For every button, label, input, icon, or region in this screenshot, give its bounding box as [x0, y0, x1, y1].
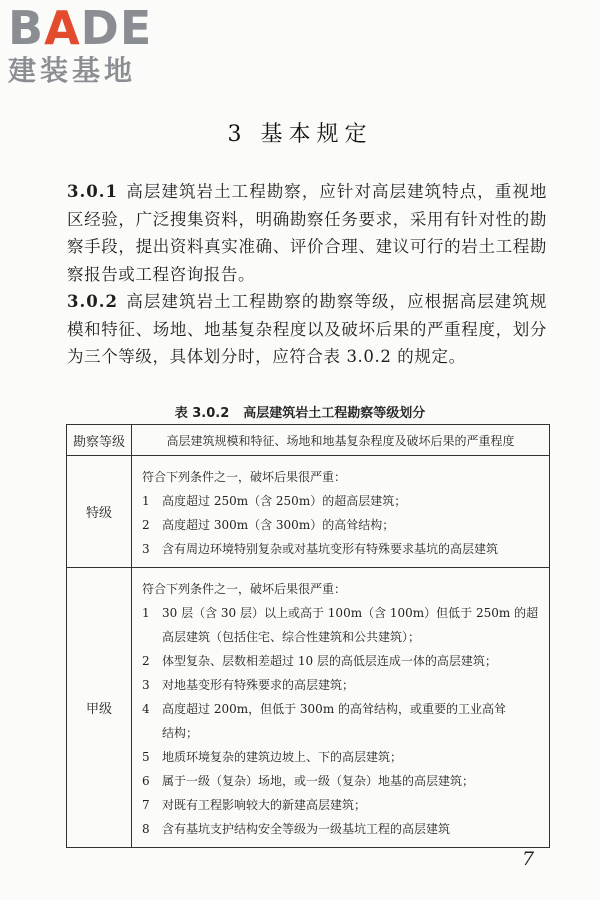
survey-grade-table [66, 424, 550, 848]
condition-text: 高度超过 250m（含 250m）的超高层建筑； [162, 494, 407, 508]
clause-number: 3.0.2 [67, 292, 118, 311]
condition-text: 高层建筑（包括住宅、综合性建筑和公共建筑）； [162, 630, 421, 644]
condition-number: 4 [142, 702, 150, 716]
clause-text: 高层建筑岩土工程勘察，应针对高层建筑特点，重视地区经验，广泛搜集资料，明确勘察任务要求，采用有针对性的勘察手段，提出资料真实准确、评价合理、建议可行的岩土工程勘察报告或工程咨询报告。 [67, 182, 547, 284]
condition-text: 高度超过 200m，但低于 300m 的高耸结构，或重要的工业高耸 [162, 702, 507, 716]
condition-line [142, 577, 543, 601]
condition-text: 符合下列条件之一，破坏后果很严重： [142, 582, 347, 596]
page-number: 7 [522, 848, 535, 870]
condition-line [142, 625, 543, 649]
condition-line [142, 513, 543, 537]
condition-line [142, 769, 543, 793]
condition-line [142, 489, 543, 513]
clause-number: 3.0.1 [67, 182, 118, 201]
condition-line [142, 465, 543, 489]
condition-text: 属于一级（复杂）场地，或一级（复杂）地基的高层建筑； [162, 774, 475, 788]
condition-number: 8 [142, 822, 150, 836]
conditions-cell [132, 568, 550, 848]
table-row [67, 456, 550, 568]
header-conditions: 高层建筑规模和特征、场地和地基复杂程度及破坏后果的严重程度 [132, 425, 550, 456]
condition-line [142, 649, 543, 673]
table-caption-title: 高层建筑岩土工程勘察等级划分 [243, 406, 426, 421]
condition-text: 含有周边环境特别复杂或对基坑变形有特殊要求基坑的高层建筑 [162, 542, 499, 556]
condition-text: 地质环境复杂的建筑边坡上、下的高层建筑； [162, 750, 403, 764]
condition-line [142, 601, 543, 625]
condition-number: 6 [142, 774, 150, 788]
condition-line [142, 673, 543, 697]
chapter-title: 3 基本规定 [227, 122, 373, 147]
grade-cell: 甲级 [67, 568, 132, 848]
condition-text: 高度超过 300m（含 300m）的高耸结构； [162, 518, 395, 532]
table-body [67, 456, 550, 848]
condition-number: 3 [142, 542, 150, 556]
condition-number: 1 [142, 606, 150, 620]
condition-line [142, 745, 543, 769]
conditions-cell [132, 456, 550, 568]
condition-line [142, 817, 543, 841]
bade-logo [8, 1, 178, 96]
condition-number: 7 [142, 798, 150, 812]
table-caption [0, 402, 600, 421]
condition-number: 2 [142, 518, 150, 532]
condition-text: 对既有工程影响较大的新建高层建筑； [162, 798, 367, 812]
clause-3-0-2 [67, 288, 547, 371]
header-grade: 勘察等级 [67, 425, 132, 456]
condition-text: 结构； [162, 726, 199, 740]
clause-text: 高层建筑岩土工程勘察的勘察等级，应根据高层建筑规模和特征、场地、地基复杂程度以及破坏后果的严重程度，划分为三个等级，具体划分时，应符合表 3.0.2 的规定。 [67, 292, 547, 366]
condition-number: 2 [142, 654, 150, 668]
condition-text: 30 层（含 30 层）以上或高于 100m（含 100m）但低于 250m 的超 [162, 606, 539, 620]
condition-text: 对地基变形有特殊要求的高层建筑； [162, 678, 355, 692]
condition-line [142, 697, 543, 721]
condition-number: 1 [142, 494, 150, 508]
table-row [67, 568, 550, 848]
logo-subtitle: 建装基地 [8, 54, 137, 87]
condition-number: 3 [142, 678, 150, 692]
logo-wordmark: BADE [8, 1, 153, 55]
table-header-row [67, 425, 550, 456]
grade-cell: 特级 [67, 456, 132, 568]
condition-text: 符合下列条件之一，破坏后果很严重： [142, 470, 347, 484]
clause-3-0-1 [67, 178, 547, 288]
condition-line [142, 721, 543, 745]
condition-line [142, 537, 543, 561]
condition-number: 5 [142, 750, 150, 764]
condition-line [142, 793, 543, 817]
table-caption-number: 表 3.0.2 [174, 406, 230, 421]
condition-text: 含有基坑支护结构安全等级为一级基坑工程的高层建筑 [162, 822, 451, 836]
condition-text: 体型复杂、层数相差超过 10 层的高低层连成一体的高层建筑； [162, 654, 497, 668]
